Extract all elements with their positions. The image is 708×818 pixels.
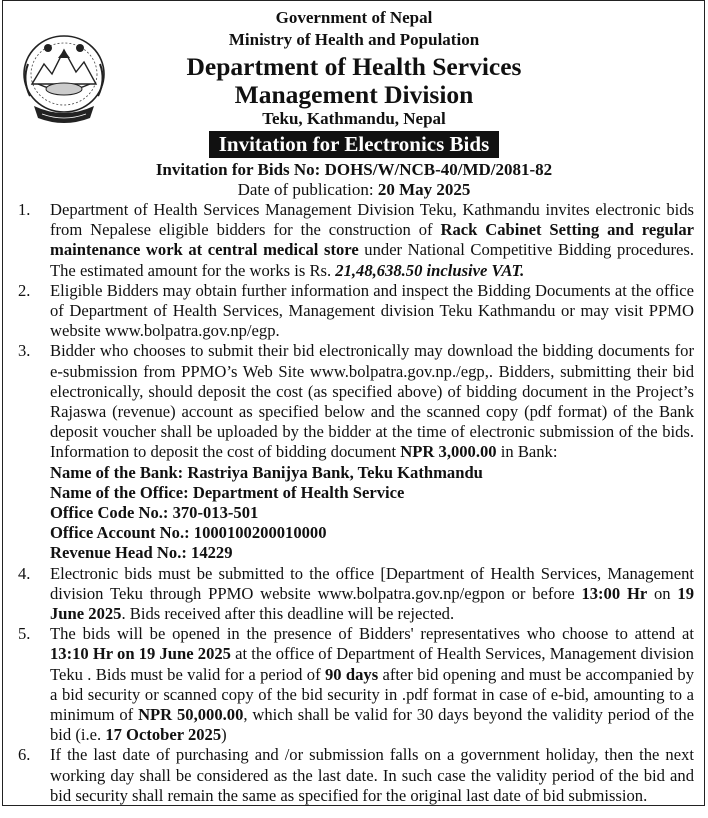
list-item: 3. Bidder who chooses to submit their bid electronically may download the bidding documents for e-submission from PPMO’s Web Site www.bolpatra.gov.np./egp,. Bidders, submitting their bid electronically, should deposit the cost (as specified above) of bidding document in the Project’s Rajaswa (revenue) account as specified below and the scanned copy (pdf format) of the Bank deposit voucher shall be uploaded by the bidder at the time of electronic submission of the bids. Information to deposit the cost of bidding document NPR 3,000.00 in Bank: — [18, 341, 694, 462]
list-item: 2. Eligible Bidders may obtain further information and inspect the Bidding Documents at the office of Department of Health Services, Management division Teku Kathmandu or may visit PPMO website www.bolpatra.gov.np/egp. — [18, 280, 694, 341]
opening-time: 13:10 Hr on 19 June 2025 — [50, 644, 231, 664]
validity-period: 90 days — [324, 664, 379, 684]
publication-date-value: 20 May 2025 — [377, 180, 471, 199]
invitation-banner: Invitation for Electronics Bids — [209, 131, 500, 158]
government-line: Government of Nepal — [275, 8, 433, 27]
item-number: 4. — [18, 563, 31, 583]
submission-date: 19 June 2025 — [50, 583, 694, 624]
department-title: Department of Health Services — [186, 52, 522, 81]
list-item: 5. The bids will be opened in the presence of Bidders' representatives who choose to attend at 13:10 Hr on 19 June 2025 at the office of Department of Health Services, Management division Teku . Bids must be valid for a period of 90 days after bid opening and must be accompanied by a bid security or scanned copy of the bid security in .pdf format in case of e-bid, amounting to a minimum of NPR 50,000.00, which shall be valid for 30 days beyond the validity period of the bid (i.e. 17 October 2025) — [18, 624, 694, 745]
project-name: Rack Cabinet Setting and regular maintenance work at central medical store — [50, 220, 694, 260]
list-item: 1. Department of Health Services Management Division Teku, Kathmandu invites electronic bids from Nepalese eligible bidders for the construction of Rack Cabinet Setting and regular maintenance work at central medical store under National Competitive Bidding procedures. The estimated amount for the works is Rs. 21,48,638.50 inclusive VAT. — [18, 200, 694, 280]
bid-security-amount: NPR 50,000.00 — [138, 705, 244, 725]
submission-time: 13:00 Hr — [581, 583, 648, 603]
revenue-head: Revenue Head No.: 14229 — [50, 543, 233, 563]
item-number: 6. — [18, 745, 31, 765]
list-item: 6. If the last date of purchasing and /or submission falls on a government holiday, then the next working day shall be considered as the last date. In such case the validity period of the bid and bid security shall remain the same as specified for the original last date of bid submission. — [18, 745, 694, 805]
notice-items — [0, 200, 708, 806]
publication-date: Date of publication: 20 May 2025 — [237, 180, 471, 199]
security-validity-date: 17 October 2025 — [105, 725, 222, 745]
office-account: Office Account No.: 1000100200010000 — [50, 523, 327, 543]
office-name: Name of the Office: Department of Health Service — [50, 482, 405, 502]
document-cost: NPR 3,000.00 — [400, 442, 497, 462]
bank-name: Name of the Bank: Rastriya Banijya Bank, Teku Kathmandu — [50, 462, 483, 482]
item-number: 2. — [18, 280, 31, 300]
ministry-line: Ministry of Health and Population — [228, 30, 480, 49]
list-item: 4. Electronic bids must be submitted to the office [Department of Health Services, Management division Teku through PPMO website www.bolpatra.gov.np/egpon or before 13:00 Hr on 19 June 2025. Bids received after this deadline will be rejected. — [18, 563, 694, 624]
item-number: 5. — [18, 624, 31, 644]
estimated-amount: 21,48,638.50 inclusive VAT. — [335, 260, 525, 280]
banner-wrap — [0, 131, 708, 158]
address-line: Teku, Kathmandu, Nepal — [262, 109, 446, 128]
division-title: Management Division — [234, 80, 474, 109]
item-number: 1. — [18, 200, 31, 219]
office-code: Office Code No.: 370-013-501 — [50, 503, 259, 523]
ifb-number: Invitation for Bids No: DOHS/W/NCB-40/MD/2081-82 — [155, 160, 553, 179]
item-number: 3. — [18, 341, 31, 361]
